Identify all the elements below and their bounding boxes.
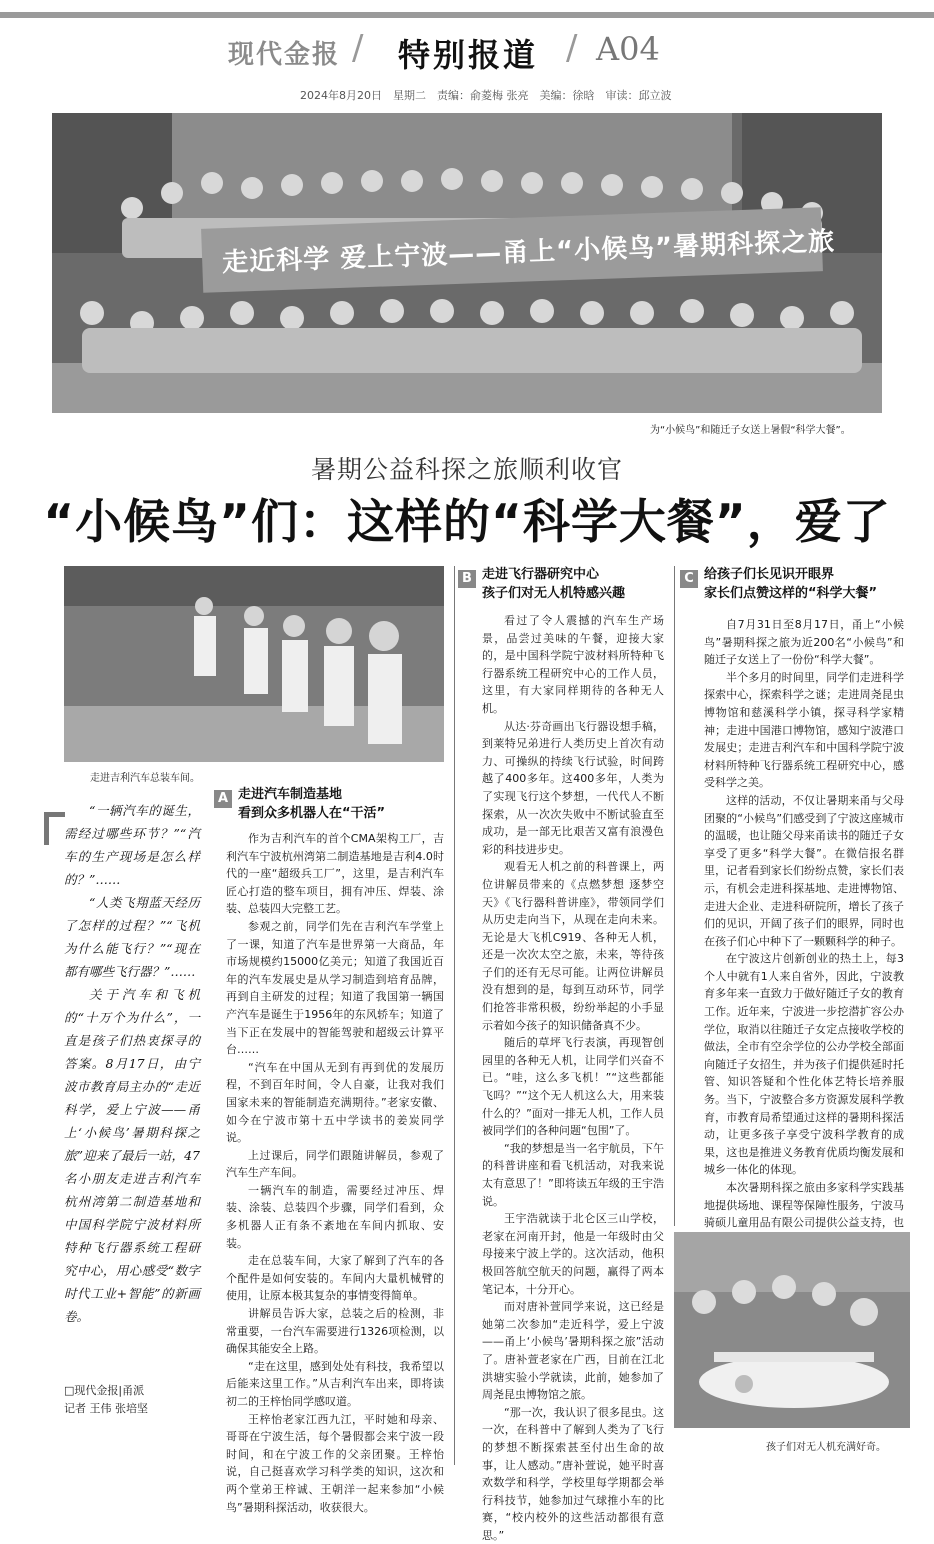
section-b-paragraph: 王宇浩就读于北仑区三山学校，老家在河南开封，他是一年级时由父母接来宁波上学的。这次活动，他积极回答航空航天的问题，赢得了两本笔记本，十分开心。	[482, 1212, 664, 1296]
section-a-paragraph: 参观之前，同学们先在吉利汽车学堂上了一课，知道了汽车是世界第一大商品，年市场规模约15000亿美元；知道了我国近百年的汽车发展史是从学习制造到培育品牌，再到自主研发的过程；知道了我国第一辆国产汽车是诞生于1956年的东风轿车；知道了当下正在发展中的智能驾驶和超级云计算平台……	[226, 919, 444, 1057]
section-b-body	[482, 612, 664, 1542]
quote-mark	[44, 812, 65, 845]
section-b-paragraph: 看过了令人震撼的汽车生产场景，品尝过美味的午餐，迎接大家的，是中国科学院宁波材料所特种飞行器系统工程研究中心的工作人员，这里，有大家同样期待的各种无人机。	[482, 614, 664, 715]
section-a-paragraph: “走在这里，感到处处有科技，我希望以后能来这里工作。”从吉利汽车出来，即将读初二的王梓怡同学感叹道。	[226, 1359, 444, 1408]
group-photo	[52, 113, 882, 413]
section-b-paragraph: 观看无人机之前的科普课上，两位讲解员带来的《点燃梦想 逐梦空天》《飞行器科普讲座》，带领同学们从历史走向当下，从现在走向未来。无论是大飞机C919、各种无人机，还是一次次太空之旅，未来，等待孩子们的还有无尽可能。让两位讲解员没有想到的是，每到互动环节，同学们抢答非常积极，纷纷举起的小手显示着如今孩子的知识储备真不少。	[482, 860, 664, 1032]
section-b-paragraph: “那一次，我认识了很多昆虫。这一次，在科普中了解到人类为了飞行的梦想不断探索甚至付出生命的故事，让人感动。”唐补萱说，她平时喜欢数学和科学，学校里每学期都会举行科技节，她参加过气球推小车的比赛，“校内校外的这些活动都很有意思。”	[482, 1405, 664, 1542]
section-b-badge: B	[458, 570, 476, 588]
section-b-paragraph: 而对唐补萱同学来说，这已经是她第二次参加“走近科学，爱上宁波——甬上‘小候鸟’暑期科探之旅”活动了。唐补萱老家在广西，目前在江北洪塘实验小学就读，此前，她参加了周尧昆虫博物馆之旅。	[482, 1300, 664, 1402]
section-c-paragraph: 半个多月的时间里，同学们走进科学探索中心，探索科学之谜；走进周尧昆虫博物馆和慈溪科学小镇，探寻科学家精神；走进中国港口博物馆，感知宁波港口发展史；走进吉利汽车和中国科学院宁波材料所特种飞行器系统工程研究中心，感受科学之美。	[704, 670, 904, 790]
drone-photo	[674, 1232, 910, 1428]
column-rule	[674, 566, 675, 1226]
divider-slash: /	[352, 28, 364, 68]
section-a-title-line2: 看到众多机器人在“干活”	[238, 806, 386, 821]
section-c-paragraph: 本次暑期科探之旅由多家科学实践基地提供场地、课程等保障性服务，宁波马骑硕儿童用品有限公司提供公益支持，也	[704, 1181, 904, 1230]
kicker: 暑期公益科探之旅顺利收官	[310, 455, 623, 484]
assembly-workshop-image	[64, 566, 444, 762]
section-b-paragraph: 随后的草坪飞行表演，再现智创园里的各种无人机，让同学们兴奋不已。“哇，这么多飞机！”“这些都能飞吗？”“这个无人机这么大，用来装什么的？”面对一排无人机，工作人员被同学们的各种问题“包围”了。	[482, 1036, 664, 1138]
section-c-paragraph: 这样的活动，不仅让暑期来甬与父母团聚的“小候鸟”们感受到了宁波这座城市的温暖，也让随父母来甬读书的随迁子女享受了更多“科学大餐”。在微信报名群里，记者看到家长们纷纷点赞，家长们表示，有机会走进科探基地、走进博物馆、走进大企业、走进科研院所，增长了孩子们的见识，开阔了孩子们的眼界，同时也在孩子们心中种下了一颗颗科学的种子。	[704, 793, 904, 948]
section-b-paragraph: “我的梦想是当一名宇航员，下午的科普讲座和看飞机活动，对我来说太有意思了！”即将读五年级的王宇浩说。	[482, 1141, 664, 1208]
section-a-paragraph: 一辆汽车的制造，需要经过冲压、焊装、涂装、总装四个步骤，同学们看到，众多机器人正有条不紊地在车间内抓取、安装。	[226, 1183, 444, 1250]
section-a-badge: A	[214, 790, 232, 808]
divider-slash: /	[566, 28, 578, 68]
photo-a-caption: 走进吉利汽车总装车间。	[90, 773, 200, 784]
section-c-title-line1: 给孩子们长见识开眼界	[704, 567, 835, 582]
section-a-paragraph: 讲解员告诉大家，总装之后的检测，非常重要，一台汽车需要进行1326项检测，以确保其能安全上路。	[226, 1307, 444, 1356]
section-b-title-line2: 孩子们对无人机特感兴趣	[482, 586, 626, 601]
section-a-body	[226, 830, 444, 1514]
section-b-title-line1: 走进飞行器研究中心	[482, 567, 600, 582]
drone-image	[674, 1232, 910, 1428]
assembly-workshop-photo	[64, 566, 444, 762]
section-a-title-line1: 走进汽车制造基地	[238, 787, 343, 802]
section-c-body	[704, 616, 904, 1230]
section-title: 特别报道	[398, 36, 539, 74]
section-a-paragraph: “汽车在中国从无到有再到优的发展历程，不到百年时间，令人自豪，让我对我们国家未来的智能制造充满期待。”老家安徽、如今在宁波市第十五中学读书的姜炭同学说。	[226, 1060, 444, 1145]
byline: □现代金报|甬派 记者 王伟 张培坚	[64, 1384, 148, 1415]
top-photo-caption: 为“小候鸟”和随迁子女送上暑假“科学大餐”。	[650, 425, 851, 436]
section-c-paragraph: 在宁波这片创新创业的热土上，每3个人中就有1人来自省外，因此，宁波教育多年来一直致力于做好随迁子女的教育工作。近年来，宁波进一步挖潜扩容公办学位，取消以往随迁子女定点接收学校的做法，全市有空余学位的公办学校全部面向随迁子女招生，并为孩子们提供延时托管、知识答疑和个性化体艺特长培养服务。当下，宁波整合多方资源发展科学教育，市教育局希望通过这样的暑期科探活动，让更多孩子享受宁波科学教育的成果，这也是推进义务教育优质均衡发展和城乡一体化的体现。	[704, 952, 904, 1177]
paper-name: 现代金报	[228, 40, 341, 70]
section-a-paragraph: 王梓怡老家江西九江，平时她和母亲、哥哥在宁波生活，每个暑假都会来宁波一段时间，和在宁波工作的父亲团聚。王梓怡说，自己挺喜欢学习科学类的知识，这次和两个堂弟王梓诚、王朝洋一起来参加“小候鸟”暑期科探活动，收获很大。	[226, 1412, 444, 1514]
headline: “小候鸟”们：这样的“科学大餐”，爱了	[43, 495, 891, 550]
section-a-paragraph: 作为吉利汽车的首个CMA架构工厂，吉利汽车宁波杭州湾第二制造基地是吉利4.0时代的一座“超级兵工厂”，这里，是吉利汽车匠心打造的整车项目，拥有冲压、焊装、涂装、总装四大完整工艺。	[226, 832, 444, 916]
section-c-paragraph: 自7月31日至8月17日，甬上“小候鸟”暑期科探之旅为近200名“小候鸟”和随迁子女送上了一份份“科学大餐”。	[704, 618, 904, 667]
lead-paragraph: “人类飞翔蓝天经历了怎样的过程？”“飞机为什么能飞行？”“现在都有哪些飞行器？”……	[64, 895, 200, 979]
photo-c-caption: 孩子们对无人机充满好奇。	[766, 1442, 886, 1453]
section-c-title-line2: 家长们点赞这样的“科学大餐”	[704, 586, 878, 601]
section-c-badge: C	[680, 570, 698, 588]
column-rule	[454, 566, 455, 1465]
banner-text: 走近科学 爱上宁波——甬上“小候鸟”暑期科探之旅	[221, 226, 836, 279]
lead-paragraphs	[64, 799, 200, 1375]
section-b-paragraph: 从达·芬奇画出飞行器设想手稿，到莱特兄弟进行人类历史上首次有动力、可操纵的持续飞行试验，时间跨越了400多年。这400多年，人类为了实现飞行这个梦想，一代代人不断探索，从一次次失败中不断试验直至成功，是一部无比艰苦又富有浪漫色彩的科技进步史。	[482, 719, 664, 856]
top-rule	[0, 12, 934, 18]
lead-paragraph: “一辆汽车的诞生，需经过哪些环节？”“汽车的生产现场是怎么样的？”……	[64, 803, 200, 887]
section-a-paragraph: 上过课后，同学们跟随讲解员，参观了汽车生产车间。	[226, 1148, 444, 1180]
masthead	[0, 24, 934, 78]
lead-paragraph: 关于汽车和飞机的“十万个为什么”，一直是孩子们热衷探寻的答案。8月17日，由宁波市教育局主办的“走近科学，爱上宁波——甬上‘小候鸟’暑期科探之旅”迎来了最后一站，47名小朋友走进吉利汽车杭州湾第二制造基地和中国科学院宁波材料所特种飞行器系统工程研究中心，用心感受“数字时代工业+智能”的新画卷。	[64, 987, 200, 1324]
dateline: 2024年8月20日 星期二 责编：俞菱梅 张亮 美编：徐晗 审读：邱立波	[300, 89, 672, 102]
section-a-paragraph: 走在总装车间，大家了解到了汽车的各个配件是如何安装的。车间内大量机械臂的使用，让原本极其复杂的事情变得简单。	[226, 1254, 444, 1303]
page-number: A04	[596, 30, 660, 68]
